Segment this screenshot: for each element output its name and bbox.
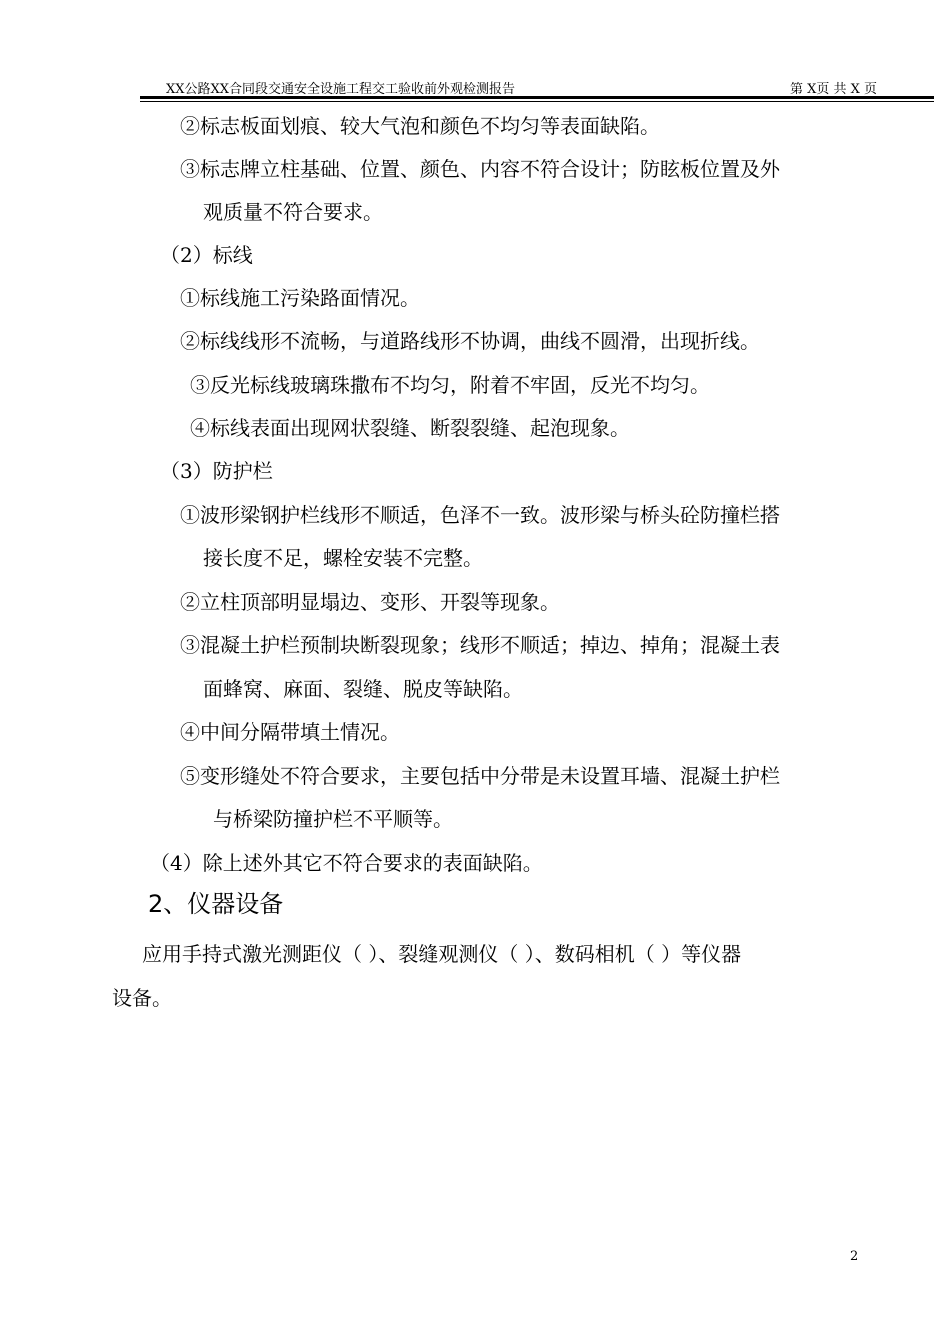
text-line: ②立柱顶部明显塌边、变形、开裂等现象。: [180, 590, 560, 614]
text-line: ①波形梁钢护栏线形不顺适，色泽不一致。波形梁与桥头砼防撞栏搭: [180, 503, 780, 527]
text-line: 设备。: [112, 986, 172, 1010]
text-line: ⑤变形缝处不符合要求，主要包括中分带是未设置耳墙、混凝土护栏: [180, 764, 780, 788]
text-line: ③混凝土护栏预制块断裂现象；线形不顺适；掉边、掉角；混凝土表: [180, 633, 780, 657]
subsection-heading: （2）标线: [160, 243, 253, 267]
text-line: ②标志板面划痕、较大气泡和颜色不均匀等表面缺陷。: [180, 114, 660, 138]
subsection-heading: （3）防护栏: [160, 459, 273, 483]
header-title: XX公路XX合同段交通安全设施工程交工验收前外观检测报告: [166, 82, 516, 97]
text-line: ①标线施工污染路面情况。: [180, 286, 420, 310]
text-line: ④中间分隔带填土情况。: [180, 720, 400, 744]
subsection-heading: （4）除上述外其它不符合要求的表面缺陷。: [150, 851, 543, 875]
section-heading: 2、仪器设备: [148, 890, 284, 918]
text-line: 应用手持式激光测距仪（ ）、裂缝观测仪（ ）、数码相机（ ）等仪器: [142, 942, 742, 966]
header-rule: [140, 96, 934, 102]
page-header: [140, 76, 934, 98]
text-line: ④标线表面出现网状裂缝、断裂裂缝、起泡现象。: [190, 416, 630, 440]
text-line: ③标志牌立柱基础、位置、颜色、内容不符合设计；防眩板位置及外: [180, 157, 780, 181]
text-line: 接长度不足，螺栓安装不完整。: [203, 546, 483, 570]
text-line: 与桥梁防撞护栏不平顺等。: [213, 807, 453, 831]
text-line: 观质量不符合要求。: [203, 200, 383, 224]
text-line: ③反光标线玻璃珠撒布不均匀，附着不牢固，反光不均匀。: [190, 373, 710, 397]
page-number: 2: [850, 1249, 859, 1264]
text-line: 面蜂窝、麻面、裂缝、脱皮等缺陷。: [203, 677, 523, 701]
header-page-indicator: 第 X页 共 X 页: [790, 82, 878, 97]
text-line: ②标线线形不流畅，与道路线形不协调，曲线不圆滑，出现折线。: [180, 329, 760, 353]
